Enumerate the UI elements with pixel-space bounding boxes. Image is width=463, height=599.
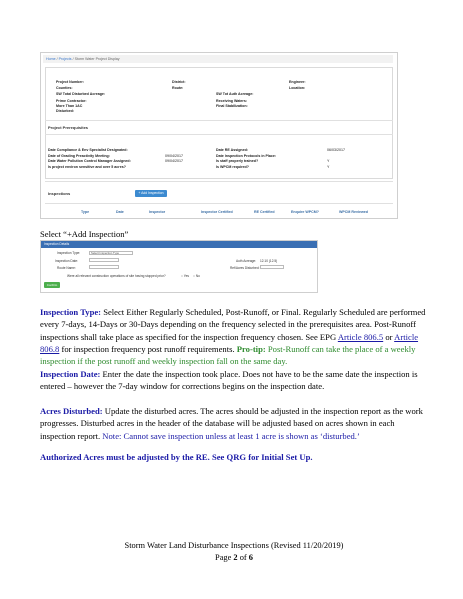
prereq-row-3-value2: Y (327, 159, 330, 163)
inspection-type-heading: Inspection Type: (40, 307, 102, 317)
inspection-date-heading: Inspection Date: (40, 369, 101, 379)
route-name-input[interactable] (89, 265, 119, 269)
column-header-re-certified[interactable]: RE Certified (254, 210, 275, 214)
add-inspection-caption: Select “+Add Inspection” (40, 229, 129, 239)
divider (45, 134, 393, 135)
divider (45, 181, 393, 182)
prereq-row-1-value2: 06/03/2017 (327, 148, 345, 152)
ref-acres-disturbed-label: Ref/Acres Disturbed: (230, 266, 260, 270)
prereq-row-3-value: 09/04/2017 (165, 159, 183, 163)
prereq-row-1-label2: Date RE Assigned: (216, 148, 249, 152)
inspection-type-paragraph: Inspection Type: Select Either Regularly Scheduled, Post-Runoff, or Final. Regularly Scheduled are performed every 7-days, 14-Days or 30-Days depending on the frequency selected in the prerequisites area. Post-Runoff inspections shall take place as specified for the inspection frequency chosen. See EPG Article 806.5 or Article 806.8 for inspection frequency post runoff requirements. Pro-tip: Post-Runoff can take the place of a weekly inspection if the post runoff and weekly inspection fall on the same day. (40, 307, 426, 367)
article-806-5-link[interactable]: Article 806.5 (337, 331, 384, 342)
inspection-date-input[interactable] (89, 258, 119, 262)
prereq-row-4-label2: Is WPCM required? (216, 165, 249, 169)
total-disturbed-acreage-label: SW Total Disturbed Acreage: (56, 92, 106, 96)
prereq-row-3-label2: Is staff properly trained? (216, 159, 259, 163)
yes-option[interactable]: ○ Yes (181, 274, 189, 278)
route-label: Route: (172, 86, 184, 90)
final-stabilization-label: Final Stabilization: (216, 104, 248, 108)
breadcrumb: Home / Projects / Storm Water Project Display (43, 55, 393, 63)
disturbed-label: Disturbed: (56, 109, 74, 113)
prereq-row-2-value: 09/04/2017 (165, 154, 183, 158)
column-header-enquire-wpcm[interactable]: Enquire WPCM? (291, 210, 319, 214)
acres-disturbed-input[interactable] (260, 265, 284, 269)
receiving-waters-label: Receiving Waters: (216, 99, 248, 103)
prime-contractor-label: Prime Contractor: (56, 99, 87, 103)
route-name-label: Route Name: (57, 266, 76, 270)
pro-tip-label: Pro-tip: (236, 343, 266, 354)
add-inspection-button[interactable]: + Add Inspection (135, 190, 167, 197)
engineer-label: Engineer: (289, 80, 306, 84)
breadcrumb-projects[interactable]: Projects (58, 57, 72, 61)
confirm-button[interactable]: Confirm (44, 282, 60, 288)
prereq-row-4-value2: Y (327, 165, 330, 169)
tot-auth-acreage-label: SW Tot Auth Acreage: (216, 92, 254, 96)
no-option[interactable]: ○ No (193, 274, 200, 278)
counties-label: Counties: (56, 86, 73, 90)
pro-tip-text: Post-Runoff can take the place of a weekly inspection if the post runoff and weekly inspection fall on the same day. (40, 343, 416, 367)
location-label: Location: (289, 86, 306, 90)
prereq-row-3-label: Date Water Pollution Control Manager Assigned: (48, 159, 131, 163)
divider (45, 203, 393, 204)
project-number-label: Project Number: (56, 80, 84, 84)
district-label: District: (172, 80, 186, 84)
footer-title: Storm Water Land Disturbance Inspections (Revised 11/20/2019) (124, 541, 344, 550)
inspection-date-label: Inspection Date: (55, 259, 79, 263)
inspection-date-paragraph: Inspection Date: Enter the date the inspection took place. Does not have to be the same date the inspection is entered – however the 7-day window for corrections begins on the inspection date. (40, 369, 418, 392)
project-display-screenshot (40, 52, 398, 219)
prereq-row-2-label2: Date Inspection Protocols in Place: (216, 154, 277, 158)
inspection-details-header: Inspection Details (41, 241, 317, 248)
authorized-acres-note: Authorized Acres must be adjusted by the RE. See QRG for Initial Set Up. (40, 452, 313, 462)
prereq-title: Project Prerequisites (48, 125, 89, 130)
auth-acreage-label: Auth Acreage: (236, 259, 257, 263)
page-number: Page 2 of 6 (215, 553, 253, 562)
prereq-row-1-label: Date Compliance & Env Specialist Designated: (48, 148, 128, 152)
column-header-type[interactable]: Type (81, 210, 90, 214)
column-header-date[interactable]: Date (116, 210, 124, 214)
acres-disturbed-heading: Acres Disturbed: (40, 406, 103, 416)
inspections-title: Inspections (48, 191, 71, 196)
prereq-row-2-label: Date of Grading Preactivity Meeting: (48, 154, 110, 158)
divider (45, 120, 393, 121)
inspection-details-screenshot (40, 240, 318, 293)
more-than-1ac-label: More Than 1AC (56, 104, 83, 108)
inspection-type-select[interactable]: Select Inspection Type (89, 251, 133, 255)
operations-question: Were all relevant construction operations of site having stopped prior? (67, 274, 166, 278)
column-header-wpcm-reviewed[interactable]: WPCM Reviewed (339, 210, 368, 214)
prereq-row-4-label: Is project environ sensitive and over 5 acres? (48, 165, 126, 169)
column-header-inspector-certified[interactable]: Inspector Certified (201, 210, 233, 214)
inspection-type-label: Inspection Type: (57, 251, 81, 255)
acres-note: Note: Cannot save inspection unless at least 1 acre is shown as ‘disturbed.’ (102, 430, 360, 441)
breadcrumb-current: Storm Water Project Display (74, 57, 120, 61)
breadcrumb-home[interactable]: Home (46, 57, 56, 61)
article-806-8-link[interactable]: Article 806.8 (40, 331, 419, 354)
auth-acreage-value: 12.10 (12.5) (260, 259, 278, 263)
acres-disturbed-paragraph: Acres Disturbed: Update the disturbed acres. The acres should be adjusted in the inspection report as the work progresses. Disturbed acres in the header of the database will be adjusted based on acres shown in each inspection report. Note: Cannot save inspection unless at least 1 acre is shown as ‘disturbed.’ (40, 406, 423, 441)
column-header-inspector[interactable]: Inspector (149, 210, 166, 214)
